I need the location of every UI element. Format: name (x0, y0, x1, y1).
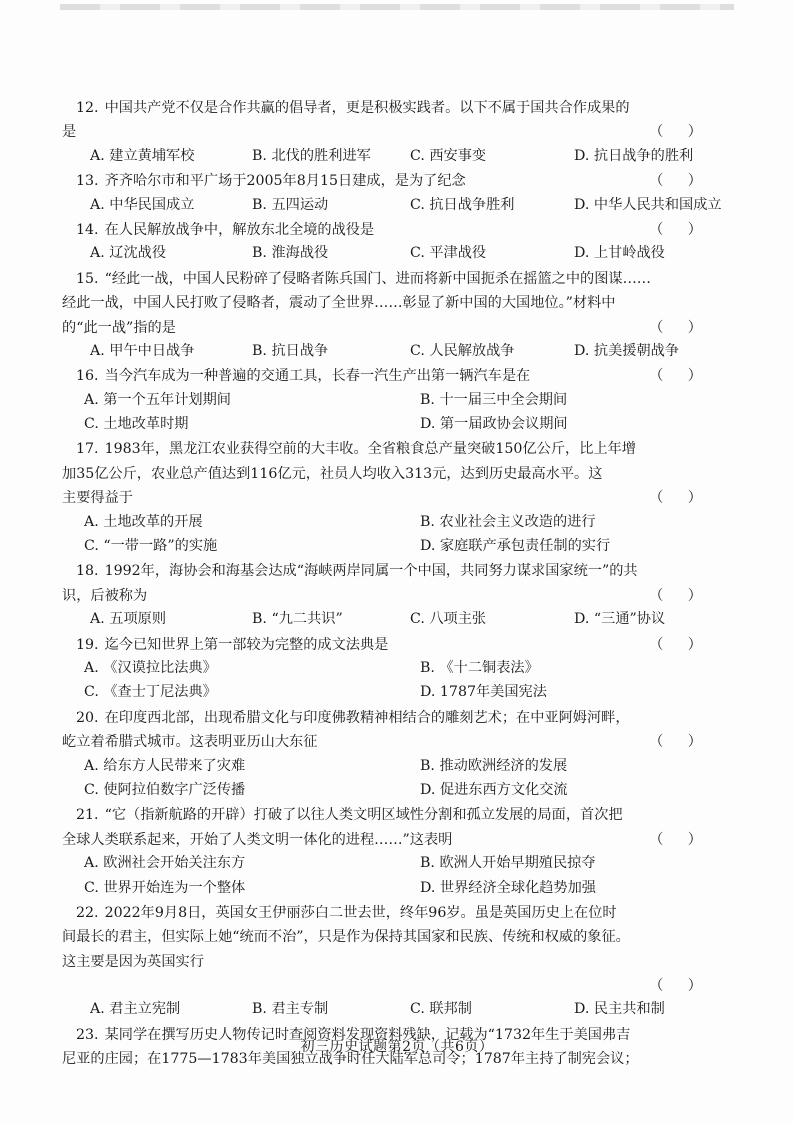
answer-parentheses: （ ） (649, 587, 712, 604)
answer-parentheses: （ ） (649, 173, 712, 190)
option-c: C. 土地改革时期 (84, 416, 189, 433)
option-d: D. 上甘岭战役 (574, 245, 665, 262)
option-d: D. “三通”协议 (574, 611, 666, 628)
option-b: B. “九二共识” (252, 611, 343, 628)
option-a: A. 中华民国成立 (90, 196, 195, 213)
option-b: B. 五四运动 (252, 196, 329, 213)
question-stem-text: 全球人类联系起来，开始了人类文明一体化的进程……”这表明 (62, 831, 453, 848)
question-stem-text: 这主要是因为英国实行 (62, 953, 204, 970)
answer-parentheses: （ ） (649, 221, 712, 238)
question-number: 14. (76, 221, 99, 238)
option-b: B. 淮海战役 (252, 245, 329, 262)
question-stem-line (62, 316, 722, 340)
question-stem-text: “经此一战，中国人民粉碎了侵略者陈兵国门、进而将新中国扼杀在摇篮之中的图谋…… (104, 270, 651, 287)
question-19 (62, 633, 722, 706)
question-stem-text: 1992年，海协会和海基会达成“海峡两岸同属一个中国，共同努力谋求国家统一”的共 (104, 563, 638, 580)
option-c: C. 八项主张 (410, 611, 487, 628)
option-row (62, 511, 722, 535)
question-number: 23. (76, 1026, 99, 1043)
question-number: 19. (76, 636, 99, 653)
option-c: C. 人民解放战争 (410, 342, 515, 359)
question-stem-text: 加35亿公斤，农业总产值达到116亿元，社员人均收入313元，达到历史最高水平。这 (62, 465, 603, 482)
option-a: A. 给东方人民带来了灾难 (84, 757, 246, 774)
option-b: B. 抗日战争 (252, 342, 329, 359)
option-row (62, 145, 722, 169)
answer-parentheses: （ ） (649, 490, 712, 507)
question-stem-text: 经此一战，中国人民打败了侵略者，震动了全世界……彰显了新中国的大国地位。”材料中 (62, 295, 616, 312)
option-a: A. 第一个五年计划期间 (84, 391, 231, 408)
question-number: 12. (76, 100, 99, 116)
question-stem-line (62, 364, 722, 388)
option-d: D. 抗日战争的胜利 (574, 147, 694, 164)
option-row (62, 340, 722, 364)
question-stem-line (62, 291, 722, 315)
answer-parentheses: （ ） (649, 124, 712, 141)
option-d: D. 民主共和制 (574, 1001, 665, 1018)
option-a: A. 建立黄埔军校 (90, 147, 195, 164)
question-stem-line (62, 633, 722, 657)
option-b: B. 北伐的胜利进军 (252, 147, 371, 164)
question-stem-line (62, 706, 722, 730)
question-stem-line (62, 559, 722, 583)
option-a: A. 土地改革的开展 (84, 513, 203, 530)
option-d: D. 家庭联产承包责任制的实行 (420, 538, 611, 555)
question-stem-line (62, 803, 722, 827)
option-d: D. 世界经济全球化趋势加强 (420, 879, 596, 896)
question-stem-text: 齐齐哈尔市和平广场于2005年8月15日建成，是为了纪念 (104, 173, 466, 190)
question-12 (62, 96, 722, 169)
question-number: 13. (76, 173, 99, 190)
answer-parentheses: （ ） (649, 636, 712, 653)
option-row (62, 413, 722, 437)
exam-page (62, 96, 722, 1072)
question-stem-line (62, 974, 722, 998)
option-c: C. 《查士丁尼法典》 (84, 684, 217, 701)
question-stem-line (62, 950, 722, 974)
question-number: 21. (76, 807, 99, 824)
question-number: 16. (76, 368, 99, 385)
option-b: B. 欧洲人开始早期殖民掠夺 (420, 855, 596, 872)
question-stem-line (62, 267, 722, 291)
option-row (62, 535, 722, 559)
question-stem-line (62, 584, 722, 608)
question-stem-line (62, 925, 722, 949)
option-b: B. 推动欧洲经济的发展 (420, 757, 568, 774)
option-a: A. 《汉谟拉比法典》 (84, 659, 217, 676)
answer-parentheses: （ ） (649, 831, 712, 848)
answer-parentheses: （ ） (649, 978, 712, 995)
answer-parentheses: （ ） (649, 734, 712, 751)
option-b: B. 《十二铜表法》 (420, 659, 539, 676)
question-14 (62, 218, 722, 267)
question-stem-line (62, 120, 722, 144)
question-number: 18. (76, 563, 99, 580)
option-a: A. 君主立宪制 (90, 1001, 181, 1018)
option-row (62, 681, 722, 705)
question-17 (62, 437, 722, 559)
top-scan-edge (60, 4, 734, 10)
question-15 (62, 267, 722, 365)
option-row (62, 608, 722, 632)
option-row (62, 194, 722, 218)
question-stem-text: 在印度西北部，出现希腊文化与印度佛教精神相结合的雕刻艺术；在中亚阿姆河畔， (104, 709, 630, 726)
option-d: D. 第一届政协会议期间 (420, 416, 568, 433)
question-stem-text: 是 (62, 124, 77, 141)
question-stem-text: 间最长的君主，但实际上她“统而不治”，只是作为保持其国家和民族、传统和权威的象征。 (62, 929, 630, 946)
option-b: B. 十一届三中全会期间 (420, 391, 568, 408)
question-stem-text: 1983年，黑龙江农业获得空前的大丰收。全省粮食总产量突破150亿公斤，比上年增 (104, 441, 636, 458)
question-stem-line (62, 486, 722, 510)
option-c: C. 平津战役 (410, 245, 487, 262)
question-stem-text: 的“此一战”指的是 (62, 319, 176, 336)
option-row (62, 755, 722, 779)
question-stem-line (62, 828, 722, 852)
option-c: C. 使阿拉伯数字广泛传播 (84, 781, 246, 798)
question-stem-text: 主要得益于 (62, 490, 133, 507)
question-number: 17. (76, 441, 99, 458)
question-18 (62, 559, 722, 632)
question-16 (62, 364, 722, 437)
question-number: 22. (76, 904, 99, 921)
question-stem-line (62, 96, 722, 120)
question-stem-text: 某同学在撰写历史人物传记时查阅资料发现资料残缺，记载为“1732年生于美国弗吉 (104, 1026, 631, 1043)
answer-parentheses: （ ） (649, 319, 712, 336)
question-stem-text: 在人民解放战争中，解放东北全境的战役是 (104, 221, 375, 238)
option-c: C. 联邦制 (410, 1001, 472, 1018)
option-a: A. 辽沈战役 (90, 245, 167, 262)
question-stem-text: 中国共产党不仅是合作共赢的倡导者，更是积极实践者。以下不属于国共合作成果的 (104, 100, 630, 116)
option-d: D. 中华人民共和国成立 (574, 196, 722, 213)
option-row (62, 852, 722, 876)
option-row (62, 242, 722, 266)
option-row (62, 998, 722, 1022)
question-number: 15. (76, 270, 99, 287)
option-a: A. 欧洲社会开始关注东方 (84, 855, 246, 872)
option-c: C. 抗日战争胜利 (410, 196, 515, 213)
option-row (62, 779, 722, 803)
option-c: C. 世界开始连为一个整体 (84, 879, 246, 896)
question-21 (62, 803, 722, 901)
option-d: D. 促进东西方文化交流 (420, 781, 568, 798)
option-a: A. 甲午中日战争 (90, 342, 195, 359)
question-stem-text: 屹立着希腊式城市。这表明亚历山大东征 (62, 734, 318, 751)
option-a: A. 五项原则 (90, 611, 167, 628)
option-row (62, 389, 722, 413)
option-b: B. 君主专制 (252, 1001, 329, 1018)
question-stem-line (62, 901, 722, 925)
question-22 (62, 901, 722, 1023)
question-number: 20. (76, 709, 99, 726)
question-stem-text: 识，后被称为 (62, 587, 148, 604)
option-b: B. 农业社会主义改造的进行 (420, 513, 596, 530)
option-d: D. 1787年美国宪法 (420, 684, 547, 701)
page-footer: 初三历史试题第2页（共6页） (300, 1039, 494, 1055)
answer-parentheses: （ ） (649, 368, 712, 385)
question-stem-line (62, 218, 722, 242)
question-stem-text: 2022年9月8日，英国女王伊丽莎白二世去世，终年96岁。虽是英国历史上在位时 (104, 904, 617, 921)
question-stem-text: 当今汽车成为一种普遍的交通工具，长春一汽生产出第一辆汽车是在 (104, 368, 531, 385)
question-20 (62, 706, 722, 804)
question-stem-text: “它（指新航路的开辟）打破了以往人类文明区域性分割和孤立发展的局面，首次把 (104, 807, 623, 824)
question-stem-line (62, 462, 722, 486)
question-stem-line (62, 437, 722, 461)
question-13 (62, 169, 722, 218)
option-d: D. 抗美援朝战争 (574, 342, 680, 359)
question-stem-text: 尼亚的庄园；在1775—1783年美国独立战争时任大陆军总司令；1787年主持了制宪会议； (62, 1051, 639, 1068)
option-row (62, 877, 722, 901)
question-stem-line (62, 730, 722, 754)
option-c: C. “一带一路”的实施 (84, 538, 218, 555)
option-row (62, 657, 722, 681)
option-c: C. 西安事变 (410, 147, 487, 164)
question-stem-text: 迄今已知世界上第一部较为完整的成文法典是 (104, 636, 389, 653)
question-stem-line (62, 169, 722, 193)
